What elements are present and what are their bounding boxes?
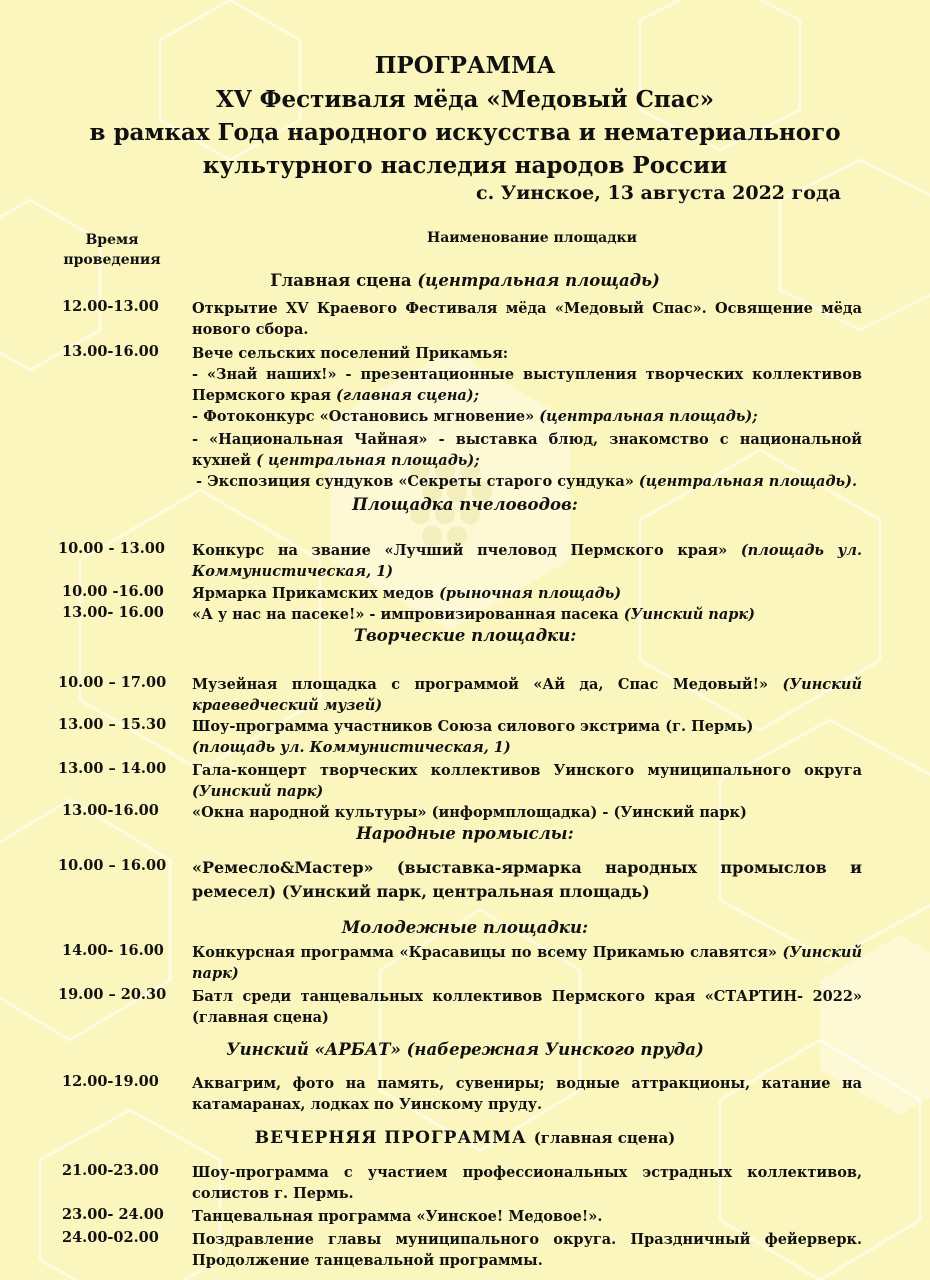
event-description: Вече сельских поселений Прикамья:: [192, 345, 509, 362]
time-slot: 13.00-16.00: [62, 802, 159, 819]
event-description: Шоу-программа с участием профессиональных эстрадных коллективов, солистов г. Пермь.: [192, 1164, 862, 1202]
time-slot: 13.00 – 14.00: [58, 760, 167, 777]
event-item: - «Национальная Чайная» - выставка блюд, знакомство с национальной кухней ( центральная площадь);: [192, 431, 862, 469]
time-slot: 10.00 -16.00: [62, 583, 164, 600]
event-description: Открытие XV Краевого Фестиваля мёда «Медовый Спас». Освящение мёда нового сбора.: [192, 300, 862, 338]
event-description: Ярмарка Прикамских медов (рыночная площадь): [192, 585, 622, 602]
time-slot: 10.00 - 13.00: [58, 540, 165, 557]
event-item: - «Знай наших!» - презентационные выступления творческих коллективов Пермского края (главная сцена);: [192, 366, 862, 404]
section-title-crafts: Народные промыслы:: [356, 824, 574, 843]
subtitle-line-2: культурного наследия народов России: [202, 152, 728, 179]
event-location-note: (площадь ул. Коммунистическая, 1): [192, 739, 511, 756]
event-description: Батл среди танцевальных коллективов Пермского края «СТАРТИН- 2022» (главная сцена): [192, 988, 862, 1026]
event-description: Конкурсная программа «Красавицы по всему Прикамью славятся» (Уинский парк): [192, 944, 862, 982]
place-and-date: с. Уинское, 13 августа 2022 года: [476, 182, 841, 204]
doc-title: ПРОГРАММА: [374, 52, 556, 79]
event-description: Конкурс на звание «Лучший пчеловод Пермского края» (площадь ул. Коммунистическая, 1): [192, 542, 862, 580]
event-description: Аквагрим, фото на память, сувениры; водные аттракционы, катание на катамаранах, лодках по Уинскому пруду.: [192, 1075, 862, 1113]
section-title-arbat: Уинский «АРБАТ» (набережная Уинского пруда): [226, 1040, 704, 1059]
festival-name: XV Фестиваля мёда «Медовый Спас»: [215, 86, 715, 113]
time-slot: 13.00- 16.00: [62, 604, 164, 621]
column-header-name: Наименование площадки: [426, 230, 638, 246]
time-slot: 12.00-13.00: [62, 298, 159, 315]
time-slot: 10.00 – 16.00: [58, 857, 167, 874]
section-title-beekeepers: Площадка пчеловодов:: [352, 495, 578, 514]
event-description: «Ремесло&Мастер» (выставка-ярмарка народных промыслов и ремесел) (Уинский парк, центральная площадь): [192, 858, 862, 901]
column-header-time: Время проведения: [63, 232, 161, 268]
subtitle-line-1: в рамках Года народного искусства и нематериального: [89, 119, 841, 146]
event-description: «Окна народной культуры» (информплощадка) - (Уинский парк): [192, 804, 747, 821]
time-slot: 10.00 – 17.00: [58, 674, 167, 691]
time-slot: 21.00-23.00: [62, 1162, 159, 1179]
section-title-creative: Творческие площадки:: [353, 626, 577, 645]
event-description: «А у нас на пасеке!» - импровизированная пасека (Уинский парк): [192, 606, 756, 623]
section-title-main-stage: Главная сцена (центральная площадь): [270, 271, 660, 290]
event-item: - Экспозиция сундуков «Секреты старого сундука» (центральная площадь).: [196, 473, 858, 490]
event-description: Танцевальная программа «Уинское! Медовое!».: [192, 1208, 603, 1225]
time-slot: 14.00- 16.00: [62, 942, 164, 959]
time-slot: 13.00 – 15.30: [58, 716, 167, 733]
event-description: Гала-концерт творческих коллективов Уинского муниципального округа (Уинский парк): [192, 762, 862, 800]
section-title-youth: Молодежные площадки:: [341, 918, 589, 937]
event-description: Шоу-программа участников Союза силового экстрима (г. Пермь): [192, 718, 754, 735]
time-slot: 12.00-19.00: [62, 1073, 159, 1090]
time-slot: 24.00-02.00: [62, 1229, 159, 1246]
time-slot: 13.00-16.00: [62, 343, 159, 360]
time-slot: 19.00 – 20.30: [58, 986, 167, 1003]
section-title-evening: ВЕЧЕРНЯЯ ПРОГРАММА (главная сцена): [254, 1128, 676, 1148]
event-item: - Фотоконкурс «Остановись мгновение» (центральная площадь);: [192, 408, 758, 425]
time-slot: 23.00- 24.00: [62, 1206, 164, 1223]
event-description: Поздравление главы муниципального округа. Праздничный фейерверк. Продолжение танцевальной программы.: [192, 1231, 862, 1269]
event-description: Музейная площадка с программой «Ай да, Спас Медовый!» (Уинский краеведческий музей): [192, 676, 862, 714]
